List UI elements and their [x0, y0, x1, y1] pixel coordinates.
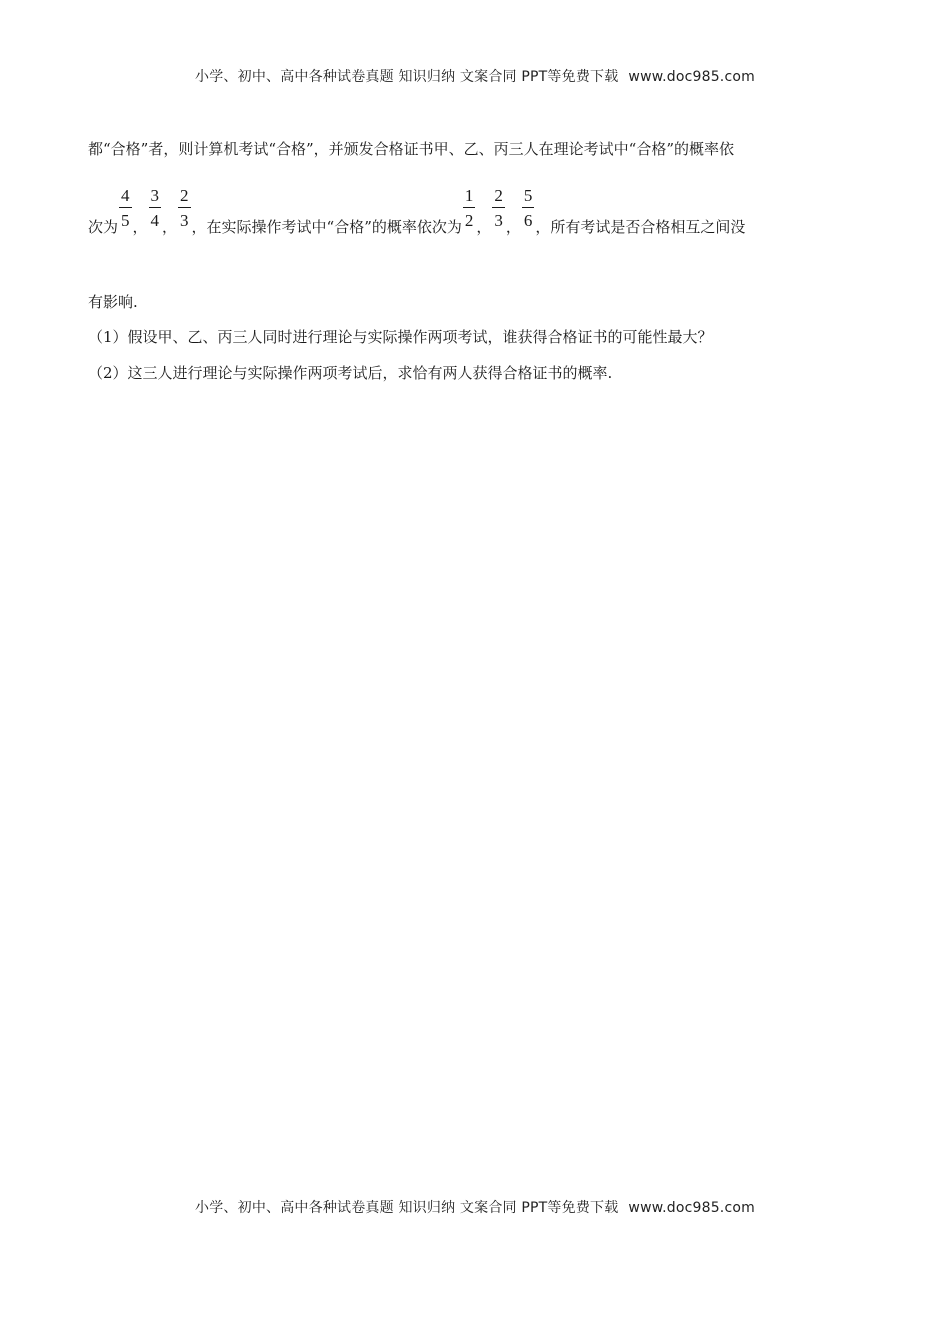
- problem-line-3: 有影响.: [88, 293, 138, 311]
- fraction-numerator: 4: [119, 186, 132, 208]
- problem-line-2: [88, 186, 868, 242]
- page-footer: [0, 1197, 950, 1217]
- fraction-denominator: 6: [523, 211, 533, 230]
- comma: ，: [162, 218, 178, 236]
- fraction-theory-yi: [149, 186, 162, 230]
- fraction-denominator: 3: [180, 211, 189, 230]
- fraction-denominator: 3: [494, 211, 503, 230]
- fraction-practice-bing: [522, 186, 535, 230]
- comma: ，: [132, 218, 148, 236]
- fraction-denominator: 2: [464, 211, 474, 230]
- header-text: 小学、初中、高中各种试卷真题 知识归纳 文案合同 PPT等免费下载: [195, 69, 619, 85]
- fraction-numerator: 1: [463, 186, 476, 208]
- line2-suffix: ，所有考试是否合格相互之间没: [535, 218, 746, 236]
- comma: ，: [505, 218, 521, 236]
- header-site-link[interactable]: www.doc985.com: [628, 69, 755, 85]
- footer-text: 小学、初中、高中各种试卷真题 知识归纳 文案合同 PPT等免费下载: [195, 1200, 619, 1216]
- fraction-practice-jia: [463, 186, 476, 230]
- comma: ，: [476, 218, 492, 236]
- fraction-denominator: 4: [150, 211, 160, 230]
- question-1: （1）假设甲、乙、丙三人同时进行理论与实际操作两项考试，谁获得合格证书的可能性最大？: [88, 328, 713, 346]
- line2-middle: ，在实际操作考试中“合格”的概率依次为: [191, 218, 462, 236]
- line2-prefix: 次为: [88, 218, 119, 236]
- page-header: [0, 66, 950, 86]
- fraction-numerator: 2: [178, 186, 191, 208]
- fraction-denominator: 5: [121, 211, 130, 230]
- problem-line-1: 都“合格”者，则计算机考试“合格”，并颁发合格证书甲、乙、丙三人在理论考试中“合格”的概率依: [88, 140, 735, 158]
- footer-site-link[interactable]: www.doc985.com: [628, 1200, 755, 1216]
- question-2: （2）这三人进行理论与实际操作两项考试后，求恰有两人获得合格证书的概率.: [88, 364, 613, 382]
- fraction-theory-jia: [119, 186, 132, 230]
- fraction-numerator: 3: [149, 186, 162, 208]
- fraction-theory-bing: [178, 186, 191, 230]
- fraction-numerator: 5: [522, 186, 535, 208]
- fraction-practice-yi: [492, 186, 505, 230]
- fraction-numerator: 2: [492, 186, 505, 208]
